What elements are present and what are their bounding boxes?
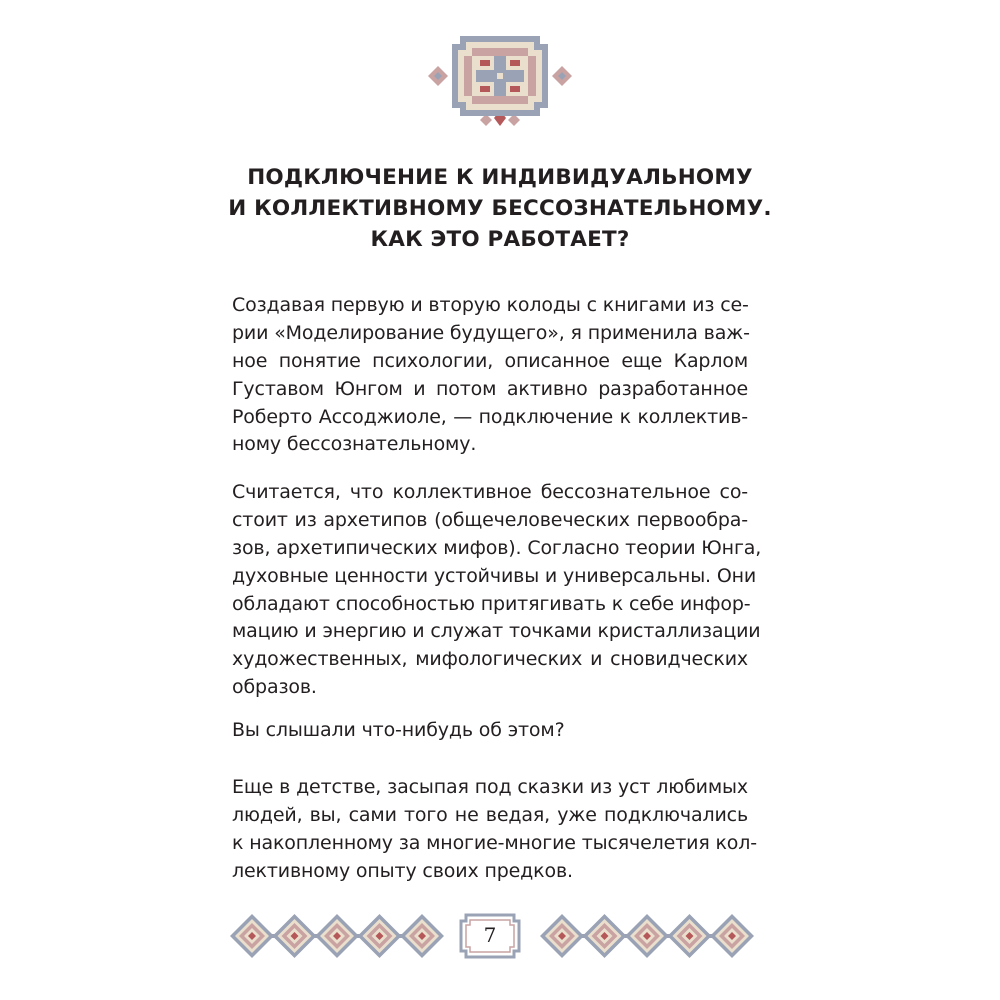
folk-diamond-border-icon: [230, 910, 444, 962]
text-line: Роберто Ассоджиоле, — подключение к коллектив-: [232, 405, 748, 428]
text-line: лективному опыту своих предков.: [232, 859, 573, 882]
text-line: Густавом Юнгом и потом активно разработанное: [232, 377, 748, 400]
chapter-title-line: И КОЛЛЕКТИВНОМУ БЕССОЗНАТЕЛЬНОМУ.: [228, 196, 772, 221]
paragraph: [232, 717, 748, 745]
paragraph: [232, 292, 748, 459]
text-line: Создавая первую и вторую колоды с книгами из се-: [232, 294, 749, 316]
paragraph: [232, 774, 757, 886]
text-line: образов.: [232, 676, 317, 699]
text-line: к накопленному за многие-многие тысячелетия кол-: [232, 831, 757, 854]
folk-cross-ornament-icon: [420, 26, 580, 132]
text-line: людей, вы, сами того не ведая, уже подключались: [232, 803, 748, 826]
text-line: ному бессознательному.: [232, 433, 477, 456]
text-line: художественных, мифологических и сновидческих: [232, 648, 748, 671]
folk-diamond-border-icon: [540, 910, 754, 962]
text-line: духовные ценности устойчивы и универсальны. Они: [232, 564, 757, 587]
text-line: Вы слышали что-нибудь об этом?: [232, 719, 565, 741]
text-line: рии «Моделирование будущего», я применила важ-: [232, 321, 750, 344]
chapter-title: [150, 162, 850, 255]
text-line: стоит из архетипов (общечеловеческих первообра-: [232, 508, 748, 531]
chapter-title-line: КАК ЭТО РАБОТАЕТ?: [370, 227, 630, 252]
text-line: Считается, что коллективное бессознательное со-: [232, 481, 748, 503]
paragraph: [232, 479, 762, 702]
page-number: 7: [483, 923, 497, 947]
text-line: Еще в детстве, засыпая под сказки из уст любимых: [232, 776, 748, 798]
text-line: мацию и энергию и служат точками кристаллизации: [232, 620, 761, 643]
text-line: ное понятие психологии, описанное еще Карлом: [232, 349, 748, 372]
chapter-title-line: ПОДКЛЮЧЕНИЕ К ИНДИВИДУАЛЬНОМУ: [247, 165, 753, 190]
text-line: зов, архетипических мифов). Согласно теории Юнга,: [232, 536, 762, 559]
text-line: обладают способностью притягивать к себе инфор-: [232, 592, 751, 615]
